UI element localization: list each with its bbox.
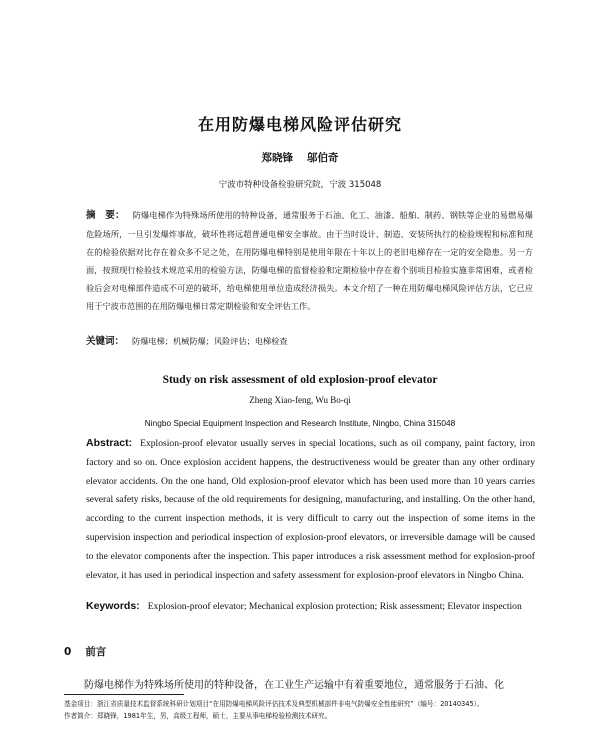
authors-en: Zheng Xiao-feng, Wu Bo-qi (249, 395, 351, 405)
authors-cn (0, 150, 600, 165)
author-cn-2: 邬伯奇 (307, 152, 339, 164)
author-cn-1: 郑晓锋 (261, 152, 293, 164)
body-text: 防爆电梯作为特殊场所使用的特种设备，在工业生产运输中有着重要地位，通常服务于石油、化 (84, 680, 504, 691)
abstract-cn (86, 206, 533, 315)
abstract-cn-text: 防爆电梯作为特殊场所使用的特种设备，通常服务于石油、化工、油漆、船舶、制药、钢铁等企业的易燃易爆危险场所，一旦引发爆炸事故，破坏性将远超普通电梯安全事故。由于当时设计、制造、安装所执行的检验规程和标准和现在的检验依据对比存在着众多不足之处，在用防爆电梯特别是使用年限在十年以上的老旧电梯存在一定的安全隐患。另一方面，按照现行检验技术规范采用的检验方法，防爆电梯的监督检验和定期检验中存在着个别项目检验实施非常困难，或者检验后会对电梯部件造成不可逆的破坏，给电梯使用单位造成经济损失。本文介绍了一种在用防爆电梯风险评估方法，它已应用于宁波市范围的在用防爆电梯日常定期检验和安全评估工作。 (86, 210, 533, 311)
abstract-en (86, 434, 535, 585)
keywords-cn (86, 333, 533, 347)
section-title: 前言 (85, 646, 107, 658)
affiliation-cn: 宁波市特种设备检验研究院，宁波 315048 (218, 180, 382, 190)
keywords-en-label: Keywords: (86, 600, 140, 612)
paper-title-cn: 在用防爆电梯风险评估研究 (197, 115, 402, 134)
footnote-funding: 基金项目：浙江省质量技术监督系统科研计划项目“在用防爆电梯风险评估技术及典型机械部件非电气防爆安全性能研究”（编号：20140345）。 (64, 700, 484, 708)
keywords-en-text: Explosion-proof elevator; Mechanical explosion protection; Risk assessment; Elevator inspection (147, 601, 522, 612)
footnotes (64, 698, 554, 722)
footnote-author: 作者简介：郑晓锋，1981年生，男，高级工程师，硕士，主要从事电梯检验检测技术研究。 (64, 712, 332, 720)
keywords-cn-text: 防爆电梯；机械防爆；风险评估；电梯检查 (132, 336, 288, 346)
section-number: 0 (64, 646, 72, 658)
keywords-cn-label: 关键词： (86, 336, 125, 347)
keywords-en (86, 597, 535, 617)
abstract-cn-label: 摘 要： (86, 210, 125, 221)
abstract-en-label: Abstract: (86, 437, 133, 449)
abstract-en-text: Explosion-proof elevator usually serves in special locations, such as oil company, paint factory, iron factory and so on. Once explosion accident happens, the destructiveness would be greater than any other ordinary elevator accidents. On the one hand, Old explosion-proof elevator which has been used more than 10 years carries several safety risks, because of the old requirements for designing, manufacturing, and installing. On the other hand, according to the current inspection methods, it is very difficult to carry out the inspection of some items in the supervision inspection and periodical inspection of explosion-proof elevators, or irreversible damage will be caused to the elevator components after the inspection. This paper introduces a risk assessment method for explosion-proof elevator, it has used in periodical inspection and safety assessment for explosion-proof elevators in Ningbo China. (86, 438, 535, 581)
affiliation-en: Ningbo Special Equipment Inspection and Research Institute, Ningbo, China 315048 (144, 418, 456, 428)
section-heading (64, 644, 106, 659)
paper-title-en: Study on risk assessment of old explosion-proof elevator (162, 374, 438, 386)
footnote-divider (64, 694, 184, 695)
